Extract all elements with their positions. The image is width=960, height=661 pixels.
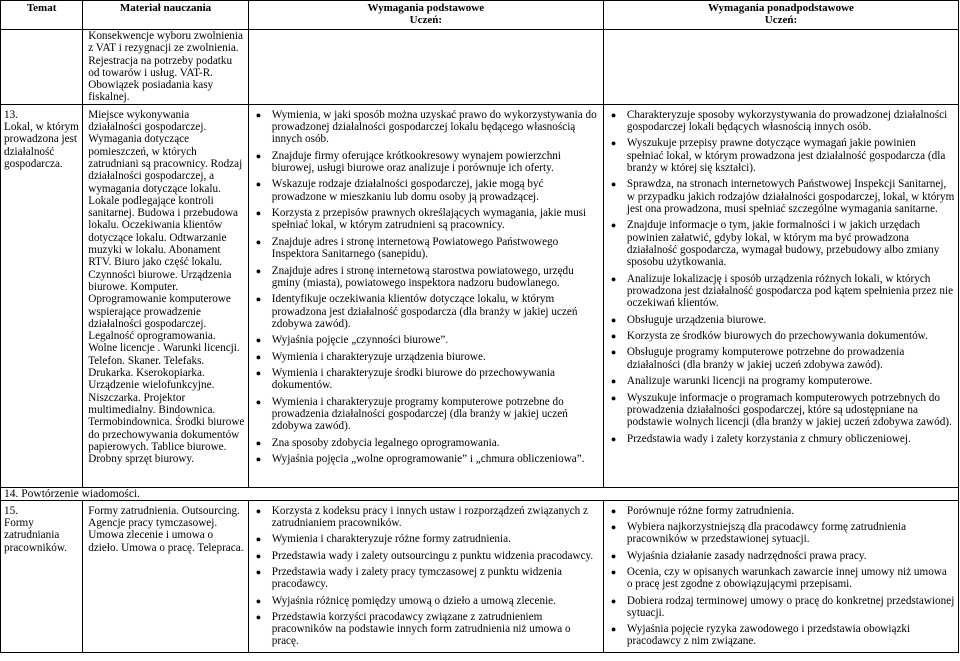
bullet-icon: ● [255, 566, 262, 577]
bullet-icon: ● [610, 505, 617, 516]
list-item [607, 375, 955, 387]
list-item [252, 207, 600, 232]
header-advanced: Wymagania ponadpodstawowe Uczeń: [603, 1, 958, 30]
list-item-text: Analizuje warunki licencji na programy komputerowe. [626, 375, 873, 388]
list-item-text: Zna sposoby zdobycia legalnego oprogramowania. [271, 436, 500, 449]
bullet-icon: ● [610, 314, 617, 325]
bullet-icon: ● [610, 595, 617, 606]
bullet-icon: ● [255, 550, 262, 561]
list-item [252, 150, 600, 175]
list-item [252, 595, 600, 607]
list-item-text: Obsługuje urządzenia biurowe. [626, 313, 767, 326]
basic-cell [248, 30, 603, 105]
list-item-text: Korzysta ze środków biurowych do przechowywania dokumentów. [626, 330, 928, 343]
list-item [607, 550, 955, 562]
bullet-icon: ● [610, 138, 617, 149]
list-item-text: Wymienia, w jaki sposób można uzyskać prawo do wykorzystywania do prowadzonej działalności gospodarczej lokalu będącego własnością innych osób. [271, 108, 597, 146]
header-material: Materiał nauczania [83, 1, 249, 30]
list-item [252, 236, 600, 261]
list-item-text: Wymienia i charakteryzuje różne formy zatrudnienia. [271, 533, 511, 546]
list-item [607, 521, 955, 546]
basic-list [252, 109, 600, 466]
advanced-cell [603, 30, 958, 105]
list-item-text: Przedstawia wady i zalety pracy tymczasowej z punktu widzenia pracodawcy. [271, 565, 562, 591]
list-item-text: Wyjaśnia pojęcie „czynności biurowe”. [271, 334, 449, 347]
topic-number: 15. [4, 504, 18, 517]
list-item [252, 265, 600, 290]
list-item-text: Przedstawia wady i zalety outsourcingu z punktu widzenia pracodawcy. [271, 549, 594, 562]
list-item [607, 330, 955, 342]
list-item-text: Znajduje informacje o tym, jakie formalności i w jakich urzędach powinien załatwić, gdyby lokal, w którym ma być prowadzona działalność gospodarcza, wymagał budowy, przebudowy albo zmiany sposobu użytkowania. [626, 219, 940, 269]
bullet-icon: ● [610, 220, 617, 231]
basic-cell [248, 500, 603, 652]
list-item-text: Dobiera rodzaj terminowej umowy o pracę do konkretnej przedstawionej sytuacji. [626, 594, 955, 619]
table-row [1, 104, 959, 487]
list-item-text: Identyfikuje oczekiwania klientów dotyczące lokalu, w którym prowadzona jest działalność gospodarcza (dla branży w jakiej uczeń zdobywa zawód). [271, 293, 578, 330]
bullet-icon: ● [255, 534, 262, 545]
bullet-icon: ● [255, 351, 262, 362]
bullet-icon: ● [255, 505, 262, 516]
list-item [607, 178, 955, 215]
advanced-cell [603, 104, 958, 487]
bullet-icon: ● [255, 396, 262, 407]
list-item-text: Wyszukuje informacje o programach komputerowych potrzebnych do prowadzenia działalności gospodarczej, które są udostępniane na podstawie wolnych licencji (dla branży w jakiej uczeń zdobywa zawód). [626, 391, 952, 429]
topic-cell [1, 30, 83, 105]
list-item [252, 566, 600, 591]
list-item [252, 178, 600, 203]
list-item [252, 611, 600, 648]
list-item [252, 293, 600, 330]
list-item-text: Wymienia i charakteryzuje środki biurowe do przechowywania dokumentów. [271, 366, 556, 392]
topic-number: 13. [4, 108, 18, 121]
list-item [252, 367, 600, 392]
list-item-text: Porównuje różne formy zatrudnienia. [626, 504, 795, 517]
bullet-icon: ● [255, 109, 262, 120]
list-item [607, 109, 955, 134]
bullet-icon: ● [610, 376, 617, 387]
bullet-icon: ● [610, 550, 617, 561]
list-item-text: Korzysta z przepisów prawnych określających wymagania, jakie musi spełniać lokal, w którym zatrudnieni są pracownicy. [271, 207, 587, 232]
list-item-text: Obsługuje programy komputerowe potrzebne do prowadzenia działalności (dla branży w jakiej uczeń zdobywa zawód). [626, 346, 905, 371]
list-item-text: Przedstawia wady i zalety korzystania z chmury obliczeniowej. [626, 432, 911, 445]
list-item [607, 137, 955, 174]
bullet-icon: ● [610, 347, 617, 358]
bullet-icon: ● [255, 367, 262, 378]
bullet-icon: ● [610, 392, 617, 403]
list-item [607, 433, 955, 445]
list-item [607, 314, 955, 326]
review-cell: 14. Powtórzenie wiadomości. [1, 487, 959, 500]
basic-cell [248, 104, 603, 487]
list-item-text: Wymienia i charakteryzuje urządzenia biurowe. [271, 350, 486, 363]
bullet-icon: ● [610, 109, 617, 120]
list-item-text: Znajduje adres i stronę internetową Powiatowego Państwowego Inspektora Sanitarnego (sanepidu). [271, 235, 559, 261]
bullet-icon: ● [255, 208, 262, 219]
list-item [252, 533, 600, 545]
advanced-list [607, 109, 955, 445]
list-item [252, 109, 600, 146]
list-item-text: Korzysta z kodeksu pracy i innych ustaw i rozporządzeń związanych z zatrudnianiem pracowników. [271, 504, 588, 530]
list-item [252, 453, 600, 465]
list-item [607, 595, 955, 620]
list-item [607, 346, 955, 371]
list-item-text: Przedstawia korzyści pracodawcy związane z zatrudnieniem pracowników na podstawie innych form zatrudnienia niż umowa o pracę. [271, 610, 571, 648]
bullet-icon: ● [255, 595, 262, 606]
advanced-list [607, 505, 955, 648]
bullet-icon: ● [610, 566, 617, 577]
list-item-text: Wyszukuje przepisy prawne dotyczące wymagań jakie powinien spełniać lokal, w którym prowadzona jest działalność gospodarcza (dla branży w której się kształci). [626, 137, 946, 175]
table-row [1, 30, 959, 105]
bullet-icon: ● [610, 433, 617, 444]
list-item-text: Analizuje lokalizację i sposób urządzenia różnych lokali, w których prowadzona jest działalność gospodarcza pod kątem spełnienia przez nie oczekiwań klientów. [626, 272, 954, 310]
table-row [1, 500, 959, 652]
list-item [252, 550, 600, 562]
bullet-icon: ● [610, 331, 617, 342]
list-item-text: Wymienia i charakteryzuje programy komputerowe potrzebne do prowadzenia działalności gospodarczej (dla branży w jakiej uczeń zdobywa zawód). [271, 395, 568, 433]
bullet-icon: ● [255, 179, 262, 190]
bullet-icon: ● [255, 454, 262, 465]
list-item-text: Znajduje firmy oferujące krótkookresowy wynajem powierzchni biurowej, usługi biurowe oraz analizuje i porównuje ich oferty. [271, 149, 561, 175]
list-item [252, 396, 600, 433]
bullet-icon: ● [610, 179, 617, 190]
topic-title: Lokal, w którym prowadzona jest działalność gospodarcza. [4, 121, 79, 170]
list-item [252, 505, 600, 530]
topic-cell [1, 500, 83, 652]
bullet-icon: ● [255, 437, 262, 448]
list-item-text: Wyjaśnia działanie zasady nadrzędności prawa pracy. [626, 549, 867, 562]
list-item [607, 273, 955, 310]
header-temat: Temat [1, 1, 83, 30]
bullet-icon: ● [255, 335, 262, 346]
bullet-icon: ● [255, 294, 262, 305]
material-cell: Formy zatrudnienia. Outsourcing. Agencje pracy tymczasowej. Umowa zlecenie i umowa o dzieło. Umowa o pracę. Telepraca. [83, 500, 249, 652]
bullet-icon: ● [255, 265, 262, 276]
list-item [607, 623, 955, 648]
list-item-text: Wyjaśnia pojęcia „wolne oprogramowanie” i „chmura obliczeniowa”. [271, 453, 585, 466]
material-cell: Miejsce wykonywania działalności gospodarczej. Wymagania dotyczące pomieszczeń, w których zatrudniani są pracownicy. Rodzaj działalności gospodarczej, a wymagania dotyczące lokalu. Lokale podlegające kontroli sanitarnej. Budowa i przebudowa lokalu. Oczekiwania klientów dotyczące lokalu. Odtwarzanie muzyki w lokalu. Abonament RTV. Biuro jako część lokalu. Czynności biurowe. Urządzenia biurowe. Komputer. Oprogramowanie komputerowe wspierające prowadzenie działalności gospodarczej. Legalność oprogramowania. Wolne licencje . Warunki licencji. Telefon. Skaner. Telefaks. Drukarka. Kserokopiarka. Urządzenie wielofunkcyjne. Niszczarka. Projektor multimedialny. Bindownica. Termobindownica. Środki biurowe do przechowywania dokumentów papierowych. Tablice biurowe. Drobny sprzęt biurowy. [83, 104, 249, 487]
list-item [252, 351, 600, 363]
list-item-text: Wyjaśnia pojęcie ryzyka zawodowego i przedstawia obowiązki pracodawcy z nim związane. [626, 623, 911, 648]
bullet-icon: ● [610, 522, 617, 533]
list-item [607, 392, 955, 429]
list-item-text: Znajduje adres i stronę internetową starostwa powiatowego, urzędu gminy (miasta), powiatowego inspektora nadzoru budowlanego. [271, 264, 574, 289]
topic-cell [1, 104, 83, 487]
list-item [607, 505, 955, 517]
basic-list [252, 505, 600, 648]
bullet-icon: ● [610, 624, 617, 635]
bullet-icon: ● [610, 273, 617, 284]
header-row [1, 1, 959, 30]
list-item [252, 334, 600, 346]
list-item-text: Wskazuje rodzaje działalności gospodarczej, jakie mogą być prowadzone w mieszkaniu lub domu osoby ją prowadzącej. [271, 178, 544, 203]
list-item-text: Ocenia, czy w opisanych warunkach zawarcie innej umowy niż umowa o pracę jest zgodne z obowiązującymi przepisami. [626, 565, 947, 591]
bullet-icon: ● [255, 236, 262, 247]
list-item-text: Sprawdza, na stronach internetowych Państwowej Inspekcji Sanitarnej, w przypadku jakich rodzajów działalności gospodarczej, lokal, w którym jest ona prowadzona, musi spełniać szczególne wymagania sanitarne. [626, 178, 955, 216]
list-item [607, 566, 955, 591]
material-cell: Konsekwencje wyboru zwolnienia z VAT i rezygnacji ze zwolnienia. Rejestracja na potrzeby podatku od towarów i usług. VAT-R. Obowiązek posiadania kasy fiskalnej. [83, 30, 249, 105]
list-item [252, 437, 600, 449]
advanced-cell [603, 500, 958, 652]
bullet-icon: ● [255, 611, 262, 622]
bullet-icon: ● [255, 150, 262, 161]
list-item-text: Charakteryzuje sposoby wykorzystywania do prowadzonej działalności gospodarczej lokali będących własnością innych osób. [626, 108, 948, 134]
list-item [607, 219, 955, 268]
header-basic: Wymagania podstawowe Uczeń: [248, 1, 603, 30]
topic-title: Formy zatrudniania pracowników. [4, 517, 67, 554]
table-row [1, 487, 959, 500]
list-item-text: Wybiera najkorzystniejszą dla pracodawcy formę zatrudnienia pracowników w przedstawionej sytuacji. [626, 521, 907, 546]
list-item-text: Wyjaśnia różnicę pomiędzy umową o dzieło a umową zlecenie. [271, 594, 556, 607]
